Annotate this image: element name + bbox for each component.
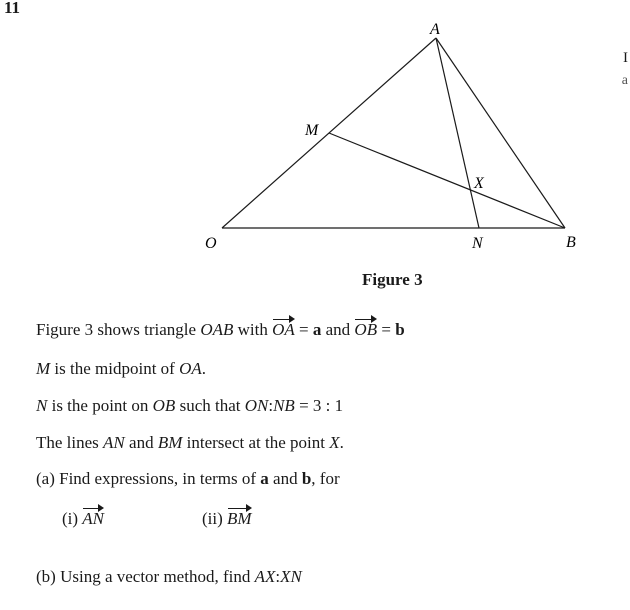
text-line-3: N is the point on OB such that ON:NB = 3 : 1 bbox=[36, 396, 344, 415]
label-n: N bbox=[472, 235, 483, 252]
vector-oa: OA bbox=[272, 320, 295, 339]
part-a-prompt: (a) Find expressions, in terms of a and b, for bbox=[36, 469, 340, 488]
label-a: A bbox=[430, 21, 440, 38]
vector-an: AN bbox=[82, 509, 105, 528]
figure-3-diagram bbox=[0, 0, 630, 300]
part-a-ii: (ii) BM bbox=[202, 509, 252, 528]
part-b-prompt: (b) Using a vector method, find AX:XN bbox=[36, 567, 302, 586]
text-line-2: M is the midpoint of OA. bbox=[36, 359, 207, 378]
figure-caption: Figure 3 bbox=[362, 270, 423, 289]
label-m: M bbox=[305, 122, 319, 139]
label-x: X bbox=[474, 175, 484, 192]
part-a-i: (i) AN bbox=[62, 509, 105, 528]
vector-bm: BM bbox=[227, 509, 252, 528]
line-an bbox=[436, 38, 479, 228]
text-line-1: Figure 3 shows triangle OAB with OA = a and OB = b bbox=[36, 320, 405, 339]
label-b: B bbox=[566, 234, 576, 251]
question-number: 11 bbox=[4, 0, 21, 17]
cut-off-letter-a: a bbox=[621, 73, 628, 88]
label-o: O bbox=[205, 235, 217, 252]
cut-off-letter-l: I bbox=[623, 50, 628, 66]
vector-ob: OB bbox=[354, 320, 378, 339]
line-bm bbox=[329, 133, 565, 228]
side-ab bbox=[436, 38, 565, 228]
text-line-4: The lines AN and BM intersect at the point X. bbox=[36, 433, 344, 452]
